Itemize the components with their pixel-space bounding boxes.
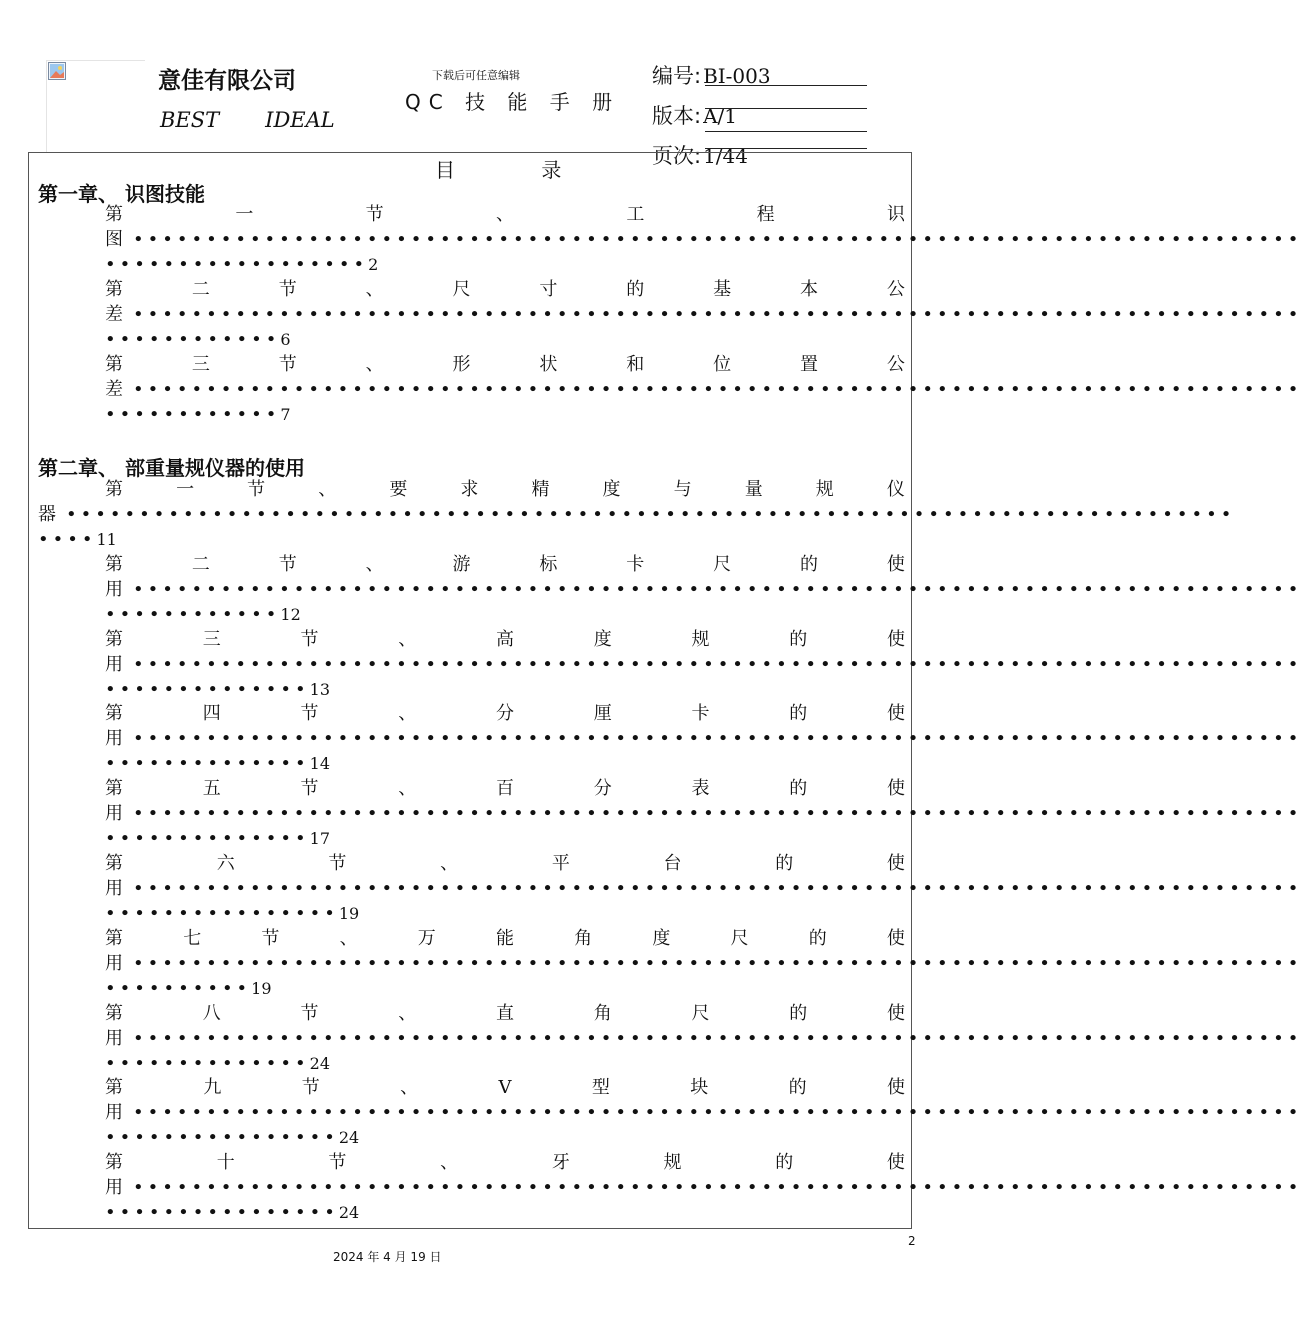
toc-entry-char: 公 <box>886 354 905 375</box>
toc-entry-page-row <box>105 402 291 427</box>
toc-entry-char: 节 <box>301 1077 320 1098</box>
doc-page-label: 页次: <box>652 144 702 168</box>
toc-entry-leader <box>105 652 1302 677</box>
toc-entry-char: 四 <box>202 703 221 724</box>
toc-entry-char: 平 <box>551 853 570 874</box>
doc-page-strike <box>705 148 867 149</box>
toc-entry-char: 、 <box>365 354 384 375</box>
toc-entry-char: 第 <box>105 1003 123 1024</box>
toc-entry-page-row <box>105 252 378 277</box>
toc-entry-char: 公 <box>886 279 905 300</box>
toc-entry-char: 尺 <box>452 279 471 300</box>
toc-entry-char: 游 <box>452 554 471 575</box>
toc-entry-leader <box>105 951 1302 976</box>
leader-dots: •••••••••••• <box>105 604 281 625</box>
toc-entry-last-char: 图 <box>105 229 123 250</box>
toc-entry-char: 型 <box>591 1077 610 1098</box>
leader-dots: •••••••••••••••••••••••••••••••••••••••••••••••••••••••••••••••••••••••••••••••• <box>133 878 1302 899</box>
doc-version <box>652 100 737 130</box>
toc-entry-title[interactable] <box>105 926 905 951</box>
toc-entry-char: 、 <box>440 853 459 874</box>
toc-entry-char: 、 <box>398 703 417 724</box>
doc-version-underline <box>705 131 867 132</box>
leader-dots: •••••••••••••••• <box>105 903 339 924</box>
toc-page-number[interactable]: 24 <box>338 1203 360 1222</box>
company-name-en-part2: IDEAL <box>265 108 335 132</box>
toc-page-number[interactable]: 17 <box>309 829 330 848</box>
toc-entry-page-row <box>105 976 272 1001</box>
toc-entry-char: 规 <box>691 629 710 650</box>
toc-entry-char: 状 <box>539 354 558 375</box>
leader-dots: •••• <box>38 529 97 550</box>
toc-entry-title[interactable] <box>105 1075 905 1100</box>
leader-dots: •••••••••••• <box>105 404 281 425</box>
leader-dots: •••••••••••••••••••••••••••••••••••••••••••••••••••••••••••••••••••••••••••••••• <box>133 304 1302 325</box>
toc-entry-char: 二 <box>191 279 210 300</box>
toc-entry-char: 节 <box>247 479 266 500</box>
doc-version-overline <box>705 108 867 109</box>
toc-entry-char: 寸 <box>539 279 558 300</box>
toc-entry-char: 万 <box>417 928 436 949</box>
toc-entry-title[interactable] <box>105 701 905 726</box>
toc-entry-char: 、 <box>398 778 417 799</box>
toc-entry-char: 、 <box>400 1077 419 1098</box>
toc-entry-last-char: 用 <box>105 953 123 974</box>
toc-entry-char: 卡 <box>626 554 645 575</box>
toc-entry-char: 节 <box>328 1152 347 1173</box>
toc-entry-char: 第 <box>105 928 123 949</box>
toc-entry-char: 和 <box>626 354 645 375</box>
toc-entry-page-row <box>105 327 291 352</box>
toc-entry-leader <box>105 1100 1302 1125</box>
toc-entry-char: 第 <box>105 204 123 225</box>
toc-entry-char: 使 <box>886 853 905 874</box>
toc-entry-char: 八 <box>202 1003 221 1024</box>
toc-entry-char: 的 <box>788 1077 807 1098</box>
toc-entry-char: 五 <box>202 778 221 799</box>
toc-entry-last-char: 用 <box>105 803 123 824</box>
toc-page-number[interactable]: 7 <box>280 405 291 424</box>
toc-entry-char: 节 <box>278 554 297 575</box>
toc-entry-char: 尺 <box>730 928 749 949</box>
doc-page-value: 1/44 <box>703 144 748 168</box>
toc-entry-last-char: 差 <box>105 304 123 325</box>
toc-entry-char: 六 <box>216 853 235 874</box>
toc-entry-char: 百 <box>496 778 514 799</box>
toc-entry-char: 精 <box>531 479 550 500</box>
toc-entry-char: 七 <box>183 928 202 949</box>
doc-version-label: 版本: <box>652 104 702 128</box>
toc-entry-char: 规 <box>663 1152 682 1173</box>
company-name-cn: 意佳有限公司 <box>158 68 296 94</box>
toc-entry-char: 节 <box>300 778 319 799</box>
toc-entry-char: 第 <box>105 629 123 650</box>
toc-entry-char: 工 <box>626 204 645 225</box>
toc-entry-char: 度 <box>652 928 671 949</box>
toc-entry-leader <box>105 1175 1302 1200</box>
toc-entry-char: 分 <box>496 703 514 724</box>
toc-entry-char: 形 <box>452 354 471 375</box>
toc-entry-char: 标 <box>539 554 558 575</box>
toc-entry-char: 节 <box>278 354 297 375</box>
toc-entry-char: 厘 <box>593 703 612 724</box>
toc-entry-char: 第 <box>105 1077 123 1098</box>
toc-entry-char: 使 <box>887 778 905 799</box>
toc-entry-page-row <box>105 1051 330 1076</box>
toc-entry-char: 十 <box>216 1152 235 1173</box>
toc-entry-char: 一 <box>235 204 254 225</box>
toc-entry-char: 的 <box>800 554 818 575</box>
toc-entry-last-char: 用 <box>105 1177 123 1198</box>
toc-entry-char: 第 <box>105 853 123 874</box>
toc-page-number[interactable]: 24 <box>309 1054 330 1073</box>
toc-entry-char: 三 <box>191 354 210 375</box>
toc-entry-char: 、 <box>495 204 514 225</box>
toc-entry-char: 使 <box>886 1152 905 1173</box>
toc-entry-char: 置 <box>800 354 818 375</box>
doc-code-label: 编号: <box>652 64 702 88</box>
toc-entry-char: 、 <box>339 928 358 949</box>
toc-entry-char: 节 <box>261 928 280 949</box>
toc-entry-char: 能 <box>495 928 514 949</box>
toc-entry-page-row <box>105 602 301 627</box>
toc-page-number[interactable]: 24 <box>338 1128 360 1147</box>
leader-dots: •••••••••••••••••••••••••••••••••••••••••••••••••••••••••••••••••••••••••••••••• <box>133 728 1302 749</box>
toc-entry-last-char: 用 <box>105 728 123 749</box>
toc-entry-title[interactable] <box>105 1001 905 1026</box>
chapter-heading: 第一章、 识图技能 <box>38 182 205 206</box>
toc-entry-char: 、 <box>365 554 384 575</box>
toc-entry-leader <box>105 227 1302 252</box>
toc-entry-char: 分 <box>593 778 612 799</box>
leader-dots: •••••••••••••••••••••••••••••••••••••••••••••••••••••••••••••••••••••••••••••••• <box>133 229 1302 250</box>
toc-entry-char: 使 <box>887 1003 905 1024</box>
toc-entry-char: 节 <box>300 1003 319 1024</box>
toc-entry-title[interactable] <box>105 552 905 577</box>
toc-entry-char: 直 <box>496 1003 514 1024</box>
toc-entry-char: 要 <box>389 479 408 500</box>
toc-entry-leader <box>105 302 1302 327</box>
toc-entry-page-row <box>105 677 330 702</box>
toc-entry-char: 识 <box>886 204 905 225</box>
toc-entry-char: 的 <box>775 1152 794 1173</box>
leader-dots: •••••••••••••••••••••••••••••••••••••••••••••••••••••••••••••••••••••••••••••••• <box>133 1102 1302 1123</box>
toc-entry-last-char: 用 <box>105 654 123 675</box>
toc-entry-char: 节 <box>365 204 384 225</box>
toc-entry-page-row <box>105 901 359 926</box>
leader-dots: •••••••••••••••• <box>105 1202 339 1223</box>
leader-dots: •••••••••••••• <box>105 828 310 849</box>
toc-entry-char: 基 <box>713 279 732 300</box>
leader-dots: •••••••••••••••••••••••••••••••••••••••••••••••••••••••••••••••••••••••••••••••• <box>133 654 1302 675</box>
toc-entry-page-row <box>105 1200 359 1225</box>
toc-entry-title[interactable] <box>105 202 905 227</box>
toc-entry-char: 九 <box>203 1077 222 1098</box>
toc-entry-char: 一 <box>176 479 195 500</box>
leader-dots: •••••••••••••••••••••••••••••••••••••••••••••••••••••••••••••••••••••••••••••••• <box>133 579 1302 600</box>
doc-code-value: BI-003 <box>703 64 771 88</box>
leader-dots: •••••••••••••••• <box>105 1127 339 1148</box>
toc-entry-char: 本 <box>800 279 818 300</box>
toc-page-number[interactable]: 13 <box>309 680 330 699</box>
leader-dots: •••••••••••••• <box>105 753 310 774</box>
leader-dots: •••••••••• <box>105 978 252 999</box>
toc-entry-char: V <box>498 1077 512 1098</box>
toc-entry-char: 位 <box>713 354 732 375</box>
toc-entry-char: 块 <box>690 1077 709 1098</box>
toc-entry-page-row <box>38 527 117 552</box>
toc-page-number[interactable]: 11 <box>96 530 117 549</box>
leader-dots: •••••••••••••••••• <box>105 254 369 275</box>
toc-entry-char: 使 <box>887 1077 905 1098</box>
doc-code-underline <box>705 85 867 86</box>
toc-entry-char: 的 <box>789 778 808 799</box>
toc-entry-char: 量 <box>744 479 763 500</box>
footer-date: 2024 年 4 月 19 日 <box>333 1250 442 1264</box>
toc-entry-page-row <box>105 1125 359 1150</box>
toc-page-number[interactable]: 2 <box>368 255 379 274</box>
toc-entry-char: 、 <box>440 1152 459 1173</box>
leader-dots: •••••••••••••• <box>105 1053 310 1074</box>
company-name-en-part1: BEST <box>160 108 220 132</box>
toc-entry-leader <box>105 1026 1302 1051</box>
page-number: 2 <box>908 1234 916 1248</box>
toc-entry-leader <box>105 876 1302 901</box>
toc-entry-char: 节 <box>278 279 297 300</box>
toc-entry-char: 的 <box>808 928 827 949</box>
toc-entry-char: 度 <box>602 479 621 500</box>
manual-title: QC 技 能 手 册 <box>405 90 621 114</box>
toc-entry-title[interactable] <box>105 851 905 876</box>
toc-entry-char: 程 <box>756 204 775 225</box>
toc-entry-char: 使 <box>886 928 905 949</box>
toc-entry-char: 尺 <box>713 554 732 575</box>
toc-entry-leader <box>105 577 1302 602</box>
toc-entry-char: 第 <box>105 1152 123 1173</box>
toc-entry-char: 的 <box>626 279 645 300</box>
toc-entry-title[interactable] <box>105 277 905 302</box>
toc-entry-char: 使 <box>887 629 905 650</box>
toc-entry-char: 使 <box>887 703 905 724</box>
toc-entry-char: 、 <box>398 629 417 650</box>
toc-entry-leader <box>38 502 1236 527</box>
toc-entry-char: 三 <box>202 629 221 650</box>
leader-dots: •••••••••••••••••••••••••••••••••••••••••••••••••••••••••••••••••••••••••••••••• <box>133 1028 1302 1049</box>
leader-dots: •••••••••••• <box>105 329 281 350</box>
toc-page-number[interactable]: 12 <box>280 605 301 624</box>
toc-entry-char: 第 <box>105 554 123 575</box>
toc-entry-last-char: 器 <box>38 504 56 525</box>
toc-entry-char: 节 <box>300 629 319 650</box>
leader-dots: •••••••••••••••••••••••••••••••••••••••••••••••••••••••••••••••••••••••••••••••• <box>133 803 1302 824</box>
toc-page-number[interactable]: 14 <box>309 754 330 773</box>
leader-dots: •••••••••••••••••••••••••••••••••••••••••••••••••••••••••••••••••••••••••••••••• <box>133 379 1302 400</box>
toc-entry-last-char: 用 <box>105 878 123 899</box>
leader-dots: •••••••••••••••••••••••••••••••••••••••••••••••••••••••••••••••••••••••••••••••• <box>133 953 1302 974</box>
toc-entry-char: 第 <box>105 479 123 500</box>
toc-entry-leader <box>105 801 1302 826</box>
toc-entry-char: 、 <box>365 279 384 300</box>
toc-entry-char: 求 <box>460 479 479 500</box>
toc-entry-last-char: 用 <box>105 579 123 600</box>
toc-entry-title[interactable] <box>105 1150 905 1175</box>
toc-entry-leader <box>105 726 1302 751</box>
broken-image-icon <box>48 62 66 80</box>
toc-entry-char: 的 <box>789 703 808 724</box>
toc-entry-char: 节 <box>328 853 347 874</box>
toc-entry-last-char: 差 <box>105 379 123 400</box>
toc-entry-char: 规 <box>815 479 834 500</box>
toc-entry-char: 角 <box>593 1003 612 1024</box>
doc-version-value: A/1 <box>703 104 737 128</box>
toc-entry-char: 第 <box>105 703 123 724</box>
toc-entry-char: 第 <box>105 279 123 300</box>
toc-entry-title[interactable] <box>105 352 905 377</box>
chapter-heading: 第二章、 部重量规仪器的使用 <box>38 456 305 480</box>
toc-page-number[interactable]: 6 <box>280 330 291 349</box>
toc-page-number[interactable]: 19 <box>338 904 360 923</box>
toc-entry-char: 卡 <box>691 703 710 724</box>
toc-entry-char: 尺 <box>691 1003 710 1024</box>
toc-entry-char: 高 <box>496 629 514 650</box>
toc-entry-title[interactable] <box>105 627 905 652</box>
edit-notice: 下载后可任意编辑 <box>432 69 520 82</box>
toc-entry-char: 与 <box>673 479 692 500</box>
company-name-en <box>160 108 335 132</box>
toc-entry-leader <box>105 377 1302 402</box>
toc-entry-char: 二 <box>191 554 210 575</box>
toc-page-number[interactable]: 19 <box>251 979 272 998</box>
leader-dots: •••••••••••••••••••••••••••••••••••••••••••••••••••••••••••••••••••••••••••••••• <box>133 1177 1302 1198</box>
toc-entry-char: 第 <box>105 354 123 375</box>
toc-entry-char: 表 <box>691 778 710 799</box>
toc-entry-last-char: 用 <box>105 1028 123 1049</box>
toc-entry-char: 牙 <box>551 1152 570 1173</box>
toc-entry-char: 角 <box>574 928 593 949</box>
toc-entry-char: 仪 <box>886 479 905 500</box>
toc-entry-page-row <box>105 826 330 851</box>
toc-entry-title[interactable] <box>105 477 905 502</box>
toc-entry-char: 的 <box>775 853 794 874</box>
toc-entry-last-char: 用 <box>105 1102 123 1123</box>
toc-entry-page-row <box>105 751 330 776</box>
toc-entry-char: 、 <box>398 1003 417 1024</box>
toc-entry-title[interactable] <box>105 776 905 801</box>
leader-dots: •••••••••••••••••••••••••••••••••••••••••••••••••••••••••••••••••••••••••••••••• <box>66 504 1236 525</box>
toc-title: 目 录 <box>435 158 602 182</box>
toc-entry-char: 、 <box>318 479 337 500</box>
toc-entry-char: 度 <box>593 629 612 650</box>
toc-entry-char: 台 <box>663 853 682 874</box>
toc-entry-char: 第 <box>105 778 123 799</box>
toc-entry-char: 使 <box>886 554 905 575</box>
toc-entry-char: 节 <box>300 703 319 724</box>
toc-entry-char: 的 <box>789 1003 808 1024</box>
leader-dots: •••••••••••••• <box>105 679 310 700</box>
toc-entry-char: 的 <box>789 629 808 650</box>
